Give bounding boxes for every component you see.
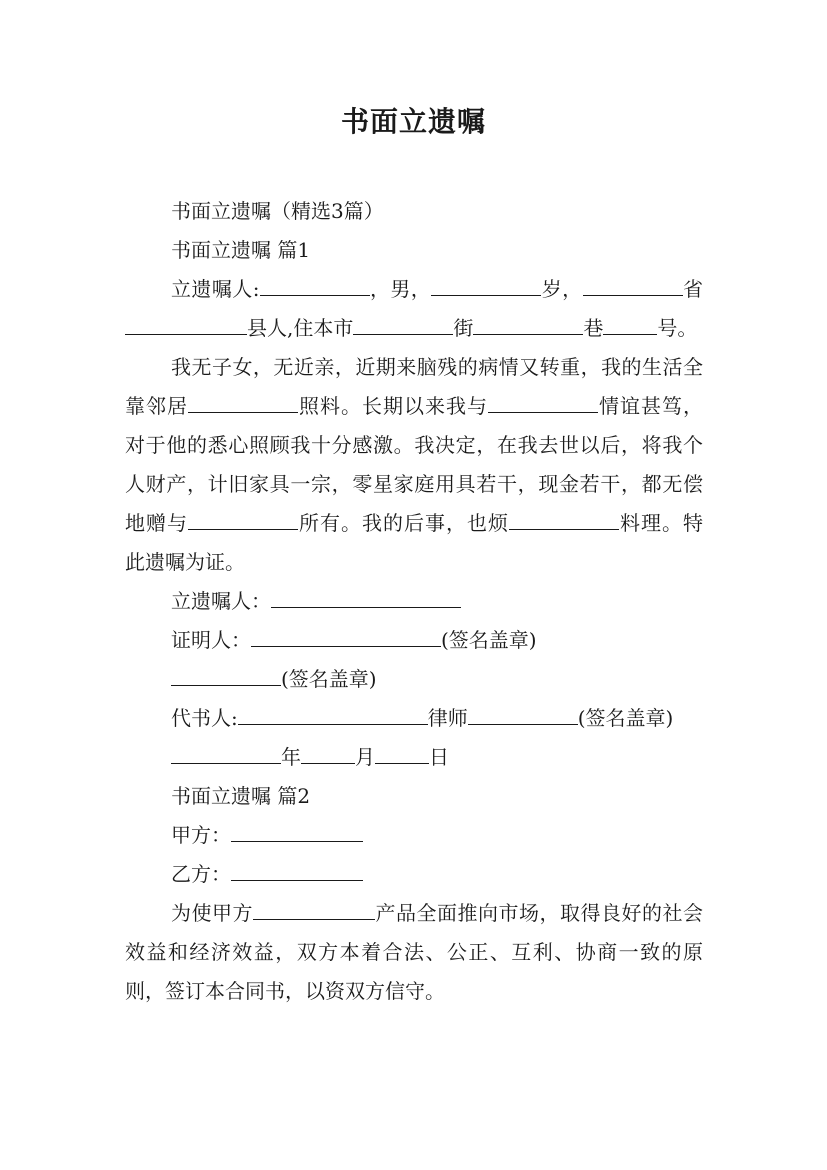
scribe-seal: (签名盖章) [577,706,674,730]
name-blank [260,273,370,296]
section1-heading: 书面立遗嘱 篇1 [171,238,311,262]
province-text: 省 [682,277,703,301]
gender-text: ，男， [369,277,432,301]
number-text: 号。 [657,316,698,340]
testator-label: 立遗嘱人: [171,277,260,301]
date-line [125,738,703,777]
witness-blank [251,624,441,647]
witness2-line [125,660,703,699]
contract-text-1: 为使甲方 [171,901,253,925]
testator-info-paragraph [125,270,703,348]
will-text-3: 情谊甚笃，对于他的悉心照顾我十分感激。我决定，在我去世以后，将我个人财产，计旧家具一宗，零星家庭用具若干，现金若干，都无偿地赠与 [125,394,703,535]
party-b-line [125,855,703,894]
day-label: 日 [429,745,449,769]
party-a-line [125,816,703,855]
scribe-line [125,699,703,738]
will-text-5: 料理。特此遗嘱为证。 [125,511,703,574]
party-b-blank [231,858,363,881]
witness-seal: (签名盖章) [441,628,537,652]
day-blank [375,741,429,764]
lane-blank [473,312,583,335]
province-blank [583,273,683,296]
witness-label: 证明人： [171,628,251,652]
year-label: 年 [281,745,301,769]
section2-heading: 书面立遗嘱 篇2 [171,784,311,808]
age-blank [431,273,541,296]
witness-line [125,621,703,660]
contract-paragraph [125,894,703,1011]
lawyer-blank [468,702,578,725]
county-text: 县人,住本市 [247,316,354,340]
friend-blank [488,390,598,413]
witness2-blank [171,663,281,686]
document-title: 书面立遗嘱 [340,105,486,138]
contract-text-2: 产品全面推向市场，取得良好的社会效益和经济效益，双方本着合法、公正、互利、协商一致的原则，签订本合同书，以资双方信守。 [125,901,703,1003]
executor-blank [509,507,619,530]
party-a-blank [231,819,363,842]
age-text: 岁， [541,277,583,301]
product-blank [253,897,375,920]
lane-text: 巷 [583,316,604,340]
party-a-label: 甲方： [171,823,231,847]
neighbor-blank [188,390,298,413]
testator-sign-label: 立遗嘱人： [171,589,271,613]
scribe-blank [238,702,428,725]
street-blank [353,312,453,335]
party-b-label: 乙方： [171,862,231,886]
will-text-2: 照料。长期以来我与 [298,394,488,418]
will-text-4: 所有。我的后事，也烦 [298,511,509,535]
county-blank [125,312,247,335]
month-blank [301,741,355,764]
scribe-label: 代书人: [171,706,238,730]
document-body [125,192,703,1011]
lawyer-label: 律师 [427,706,468,730]
year-blank [171,741,281,764]
intro-line: 书面立遗嘱（精选3篇） [171,199,384,223]
witness2-seal: (签名盖章) [281,667,377,691]
testator-sign-blank [271,585,461,608]
will-paragraph [125,348,703,582]
street-text: 街 [453,316,474,340]
beneficiary-blank [188,507,298,530]
testator-signature-line [125,582,703,621]
month-label: 月 [355,745,375,769]
will-text-1: 我无子女，无近亲，近期来脑残的病情又转重，我的生活全靠邻居 [125,355,703,418]
number-blank [603,312,657,335]
